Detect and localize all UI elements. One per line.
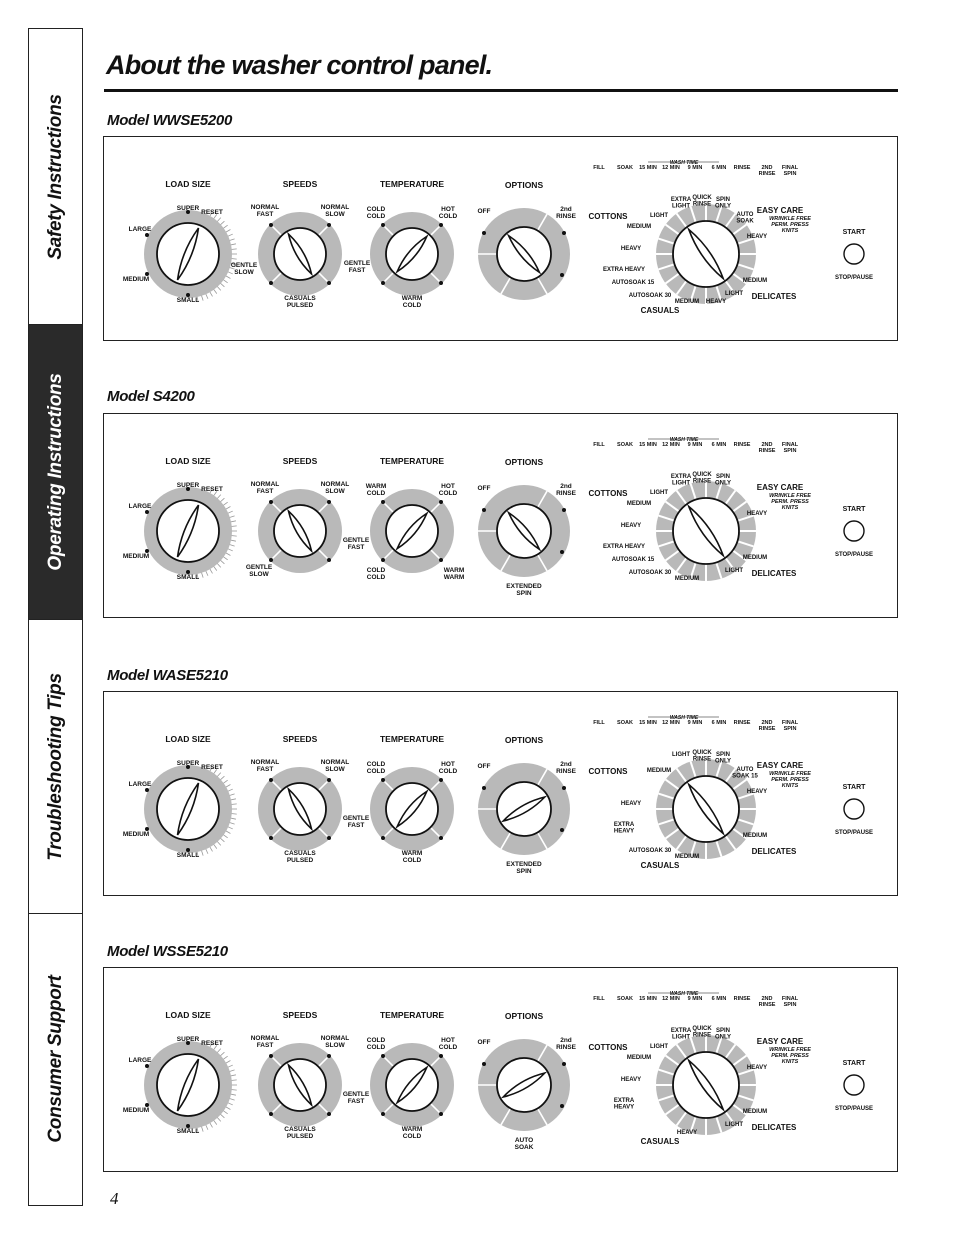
- load-reset-label: RESET: [201, 1040, 223, 1047]
- indicator-dot: [145, 788, 149, 792]
- cycle-option-label: EXTRA HEAVY: [613, 1098, 635, 1111]
- cycle-option-label: MEDIUM: [626, 501, 652, 507]
- cycle-option-label: HEAVY: [746, 789, 768, 795]
- timeline-label: FINAL SPIN: [781, 996, 799, 1008]
- cycle-option-label: HEAVY: [620, 523, 642, 529]
- speeds-label: NORMAL FAST: [250, 759, 280, 773]
- indicator-dot: [381, 1112, 385, 1116]
- speeds-label: GENTLE FAST: [342, 815, 370, 829]
- cycle-option-label: EXTRA LIGHT: [670, 197, 692, 210]
- cycle-option-label: AUTOSOAK 15: [611, 280, 655, 286]
- options-bottom-label: EXTENDED SPIN: [506, 583, 542, 597]
- start-stop-button[interactable]: [844, 244, 864, 264]
- cycle-option-label: MEDIUM: [674, 854, 700, 860]
- timeline-label: SOAK: [617, 720, 633, 726]
- stop-pause-label: STOP/PAUSE: [834, 1106, 874, 1112]
- indicator-dot: [439, 1054, 443, 1058]
- load-medium-label: MEDIUM: [122, 831, 150, 838]
- tab-label: Troubleshooting Tips: [44, 672, 66, 861]
- cottons-label: COTTONS: [588, 489, 628, 498]
- cycle-option-label: MEDIUM: [626, 224, 652, 230]
- model-label: Model WSSE5210: [107, 943, 228, 960]
- indicator-dot: [145, 1064, 149, 1068]
- load-reset-label: RESET: [201, 486, 223, 493]
- wash-time-label: WASH TIME: [669, 437, 699, 443]
- start-stop-button[interactable]: [844, 521, 864, 541]
- options-rinse-label: 2nd RINSE: [556, 483, 576, 497]
- indicator-dot: [482, 231, 486, 235]
- speeds-label: NORMAL FAST: [250, 1035, 280, 1049]
- load-super-label: SUPER: [176, 1036, 200, 1043]
- options-knob: [478, 763, 570, 855]
- cycle-option-label: LIGHT: [725, 568, 743, 574]
- wash-time-label: WASH TIME: [669, 160, 699, 166]
- easy-care-sublabel: WRINKLE FREE PERM. PRESS KNITS: [769, 771, 811, 789]
- cycle-option-label: HEAVY: [705, 299, 727, 305]
- temperature-label: WARM COLD: [401, 850, 423, 864]
- options-rinse-label: 2nd RINSE: [556, 206, 576, 220]
- load-large-label: LARGE: [128, 503, 152, 510]
- timeline-label: 6 MIN: [711, 996, 727, 1002]
- indicator-dot: [269, 558, 273, 562]
- timeline-label: RINSE: [733, 165, 751, 171]
- load-size-knob: [144, 487, 232, 575]
- load-reset-label: RESET: [201, 209, 223, 216]
- load-size-heading: LOAD SIZE: [165, 179, 211, 189]
- options-off-label: OFF: [477, 208, 491, 215]
- indicator-dot: [381, 281, 385, 285]
- cycle-option-label: HEAVY: [620, 246, 642, 252]
- timeline-label: FILL: [593, 996, 605, 1002]
- load-large-label: LARGE: [128, 781, 152, 788]
- options-rinse-label: 2nd RINSE: [556, 1037, 576, 1051]
- temperature-label: WARM COLD: [401, 1126, 423, 1140]
- options-off-label: OFF: [477, 763, 491, 770]
- indicator-dot: [381, 1054, 385, 1058]
- delicates-label: DELICATES: [751, 292, 797, 301]
- options-heading: OPTIONS: [504, 457, 544, 467]
- options-heading: OPTIONS: [504, 735, 544, 745]
- timeline-label: FILL: [593, 720, 605, 726]
- timeline-label: 12 MIN: [662, 720, 680, 726]
- cycle-option-label: EXTRA LIGHT: [670, 474, 692, 487]
- tab-label: Safety Instructions: [44, 93, 66, 260]
- timeline-label: 15 MIN: [639, 996, 657, 1002]
- timeline-label: 15 MIN: [639, 165, 657, 171]
- cycle-option-label: AUTOSOAK 30: [628, 293, 672, 299]
- indicator-dot: [439, 500, 443, 504]
- timeline-label: 2ND RINSE: [758, 442, 776, 454]
- panel-graphic: [104, 414, 899, 619]
- timeline-label: SOAK: [617, 165, 633, 171]
- cycle-option-label: MEDIUM: [646, 768, 672, 774]
- timeline-label: 6 MIN: [711, 442, 727, 448]
- temperature-heading: TEMPERATURE: [379, 179, 445, 189]
- temperature-label: WARM WARM: [443, 567, 465, 581]
- indicator-dot: [562, 786, 566, 790]
- timeline-label: 6 MIN: [711, 720, 727, 726]
- indicator-dot: [269, 778, 273, 782]
- cycle-option-label: AUTOSOAK 30: [628, 570, 672, 576]
- tab-consumer-support[interactable]: [29, 914, 82, 1204]
- casuals-label: CASUALS: [640, 306, 680, 315]
- indicator-dot: [482, 508, 486, 512]
- timeline-label: 6 MIN: [711, 165, 727, 171]
- speeds-label: CASUALS PULSED: [284, 295, 316, 309]
- side-tab-bar: [28, 28, 83, 1206]
- load-small-label: SMALL: [176, 297, 200, 304]
- cycle-option-label: SPIN ONLY: [714, 474, 732, 487]
- model-label: Model S4200: [107, 388, 195, 405]
- load-medium-label: MEDIUM: [122, 276, 150, 283]
- page-number: 4: [110, 1189, 119, 1208]
- wash-time-label: WASH TIME: [669, 715, 699, 721]
- options-knob: [478, 485, 570, 577]
- speeds-label: NORMAL SLOW: [320, 1035, 350, 1049]
- options-off-label: OFF: [477, 485, 491, 492]
- indicator-dot: [560, 550, 564, 554]
- temperature-label: HOT COLD: [438, 483, 458, 497]
- indicator-dot: [381, 558, 385, 562]
- easy-care-sublabel: WRINKLE FREE PERM. PRESS KNITS: [769, 1047, 811, 1065]
- temperature-heading: TEMPERATURE: [379, 456, 445, 466]
- cycle-option-label: EXTRA LIGHT: [670, 1028, 692, 1041]
- tab-troubleshooting-tips[interactable]: [29, 620, 82, 914]
- temperature-label: HOT COLD: [438, 761, 458, 775]
- indicator-dot: [562, 508, 566, 512]
- speeds-label: NORMAL FAST: [250, 481, 280, 495]
- indicator-dot: [327, 1054, 331, 1058]
- load-small-label: SMALL: [176, 574, 200, 581]
- speeds-label: CASUALS PULSED: [284, 850, 316, 864]
- cycle-option-label: HEAVY: [620, 801, 642, 807]
- load-small-label: SMALL: [176, 1128, 200, 1135]
- cycle-option-label: MEDIUM: [626, 1055, 652, 1061]
- cycle-option-label: EXTRA HEAVY: [602, 544, 646, 550]
- indicator-dot: [560, 828, 564, 832]
- load-medium-label: MEDIUM: [122, 553, 150, 560]
- options-off-label: OFF: [477, 1039, 491, 1046]
- easy-care-label: EASY CARE: [756, 483, 804, 492]
- speeds-label: GENTLE FAST: [342, 1091, 370, 1105]
- cycle-option-label: QUICK RINSE: [692, 195, 712, 208]
- options-knob: [478, 208, 570, 300]
- timeline-label: FINAL SPIN: [781, 165, 799, 177]
- indicator-dot: [327, 836, 331, 840]
- cycle-option-label: EXTRA HEAVY: [613, 822, 635, 835]
- options-heading: OPTIONS: [504, 180, 544, 190]
- load-size-knob: [144, 765, 232, 853]
- cottons-label: COTTONS: [588, 212, 628, 221]
- speeds-heading: SPEEDS: [282, 179, 318, 189]
- timeline-label: FILL: [593, 165, 605, 171]
- cycle-option-label: AUTOSOAK 15: [611, 557, 655, 563]
- cycle-option-label: MEDIUM: [742, 833, 768, 839]
- timeline-label: 15 MIN: [639, 720, 657, 726]
- panel-graphic: [104, 137, 899, 342]
- indicator-dot: [439, 281, 443, 285]
- indicator-dot: [482, 786, 486, 790]
- timeline-label: SOAK: [617, 442, 633, 448]
- start-stop-button[interactable]: [844, 1075, 864, 1095]
- load-small-label: SMALL: [176, 852, 200, 859]
- temperature-label: COLD COLD: [366, 567, 386, 581]
- easy-care-sublabel: WRINKLE FREE PERM. PRESS KNITS: [769, 493, 811, 511]
- load-large-label: LARGE: [128, 1057, 152, 1064]
- indicator-dot: [439, 836, 443, 840]
- start-label: START: [842, 506, 866, 513]
- timeline-label: RINSE: [733, 442, 751, 448]
- timeline-label: 2ND RINSE: [758, 165, 776, 177]
- speeds-label: GENTLE SLOW: [230, 262, 258, 276]
- indicator-dot: [560, 273, 564, 277]
- timeline-label: 9 MIN: [687, 996, 703, 1002]
- cycle-option-label: MEDIUM: [674, 299, 700, 305]
- cycle-option-label: HEAVY: [620, 1077, 642, 1083]
- temperature-label: WARM COLD: [401, 295, 423, 309]
- indicator-dot: [269, 281, 273, 285]
- indicator-dot: [482, 1062, 486, 1066]
- easy-care-sublabel: WRINKLE FREE PERM. PRESS KNITS: [769, 216, 811, 234]
- indicator-dot: [381, 836, 385, 840]
- timeline-label: SOAK: [617, 996, 633, 1002]
- speeds-label: CASUALS PULSED: [284, 1126, 316, 1140]
- load-size-heading: LOAD SIZE: [165, 734, 211, 744]
- indicator-dot: [381, 223, 385, 227]
- easy-care-label: EASY CARE: [756, 761, 804, 770]
- speeds-label: NORMAL SLOW: [320, 204, 350, 218]
- control-panel: [103, 413, 898, 618]
- options-knob: [478, 1039, 570, 1131]
- timeline-label: RINSE: [733, 996, 751, 1002]
- tab-operating-instructions[interactable]: [29, 325, 82, 620]
- start-stop-button[interactable]: [844, 799, 864, 819]
- timeline-label: 2ND RINSE: [758, 720, 776, 732]
- options-rinse-label: 2nd RINSE: [556, 761, 576, 775]
- indicator-dot: [145, 510, 149, 514]
- tab-label: Operating Instructions: [44, 373, 66, 571]
- timeline-label: 9 MIN: [687, 442, 703, 448]
- cycle-option-label: HEAVY: [746, 234, 768, 240]
- cycle-option-label: SPIN ONLY: [714, 752, 732, 765]
- speeds-label: NORMAL SLOW: [320, 759, 350, 773]
- timeline-label: FINAL SPIN: [781, 442, 799, 454]
- temperature-label: COLD COLD: [366, 1037, 386, 1051]
- temperature-heading: TEMPERATURE: [379, 734, 445, 744]
- temperature-label: GENTLE FAST: [343, 260, 371, 274]
- indicator-dot: [269, 1112, 273, 1116]
- indicator-dot: [562, 231, 566, 235]
- options-heading: OPTIONS: [504, 1011, 544, 1021]
- casuals-label: CASUALS: [640, 861, 680, 870]
- model-label: Model WASE5210: [107, 667, 228, 684]
- indicator-dot: [562, 1062, 566, 1066]
- timeline-label: FINAL SPIN: [781, 720, 799, 732]
- cycle-option-label: SPIN ONLY: [714, 197, 732, 210]
- easy-care-label: EASY CARE: [756, 1037, 804, 1046]
- cycle-option-label: SPIN ONLY: [714, 1028, 732, 1041]
- cycle-option-label: AUTOSOAK 30: [628, 848, 672, 854]
- speeds-heading: SPEEDS: [282, 456, 318, 466]
- indicator-dot: [327, 778, 331, 782]
- cycle-option-label: QUICK RINSE: [692, 750, 712, 763]
- cycle-option-label: MEDIUM: [742, 278, 768, 284]
- indicator-dot: [327, 1112, 331, 1116]
- speeds-label: NORMAL FAST: [250, 204, 280, 218]
- speeds-heading: SPEEDS: [282, 1010, 318, 1020]
- cycle-option-label: QUICK RINSE: [692, 472, 712, 485]
- temperature-label: COLD COLD: [366, 206, 386, 220]
- casuals-label: CASUALS: [640, 1137, 680, 1146]
- load-size-heading: LOAD SIZE: [165, 1010, 211, 1020]
- cycle-option-label: AUTO SOAK: [736, 212, 754, 225]
- options-bottom-label: EXTENDED SPIN: [506, 861, 542, 875]
- indicator-dot: [439, 1112, 443, 1116]
- indicator-dot: [327, 223, 331, 227]
- cycle-option-label: QUICK RINSE: [692, 1026, 712, 1039]
- indicator-dot: [269, 1054, 273, 1058]
- temperature-label: COLD COLD: [366, 761, 386, 775]
- timeline-label: 12 MIN: [662, 996, 680, 1002]
- panel-graphic: [104, 692, 899, 897]
- speeds-label: GENTLE SLOW: [245, 564, 273, 578]
- page-title: About the washer control panel.: [106, 50, 493, 80]
- cycle-option-label: HEAVY: [746, 1065, 768, 1071]
- indicator-dot: [145, 233, 149, 237]
- options-bottom-label: AUTO SOAK: [514, 1137, 534, 1151]
- timeline-label: 12 MIN: [662, 442, 680, 448]
- load-size-knob: [144, 1041, 232, 1129]
- load-super-label: SUPER: [176, 482, 200, 489]
- timeline-label: FILL: [593, 442, 605, 448]
- cycle-option-label: MEDIUM: [742, 555, 768, 561]
- temperature-label: WARM COLD: [365, 483, 387, 497]
- stop-pause-label: STOP/PAUSE: [834, 830, 874, 836]
- indicator-dot: [269, 223, 273, 227]
- cycle-option-label: HEAVY: [746, 511, 768, 517]
- control-panel: [103, 691, 898, 896]
- delicates-label: DELICATES: [751, 569, 797, 578]
- load-super-label: SUPER: [176, 205, 200, 212]
- indicator-dot: [439, 223, 443, 227]
- indicator-dot: [381, 778, 385, 782]
- timeline-label: 2ND RINSE: [758, 996, 776, 1008]
- load-medium-label: MEDIUM: [122, 1107, 150, 1114]
- cycle-option-label: LIGHT: [650, 1044, 668, 1050]
- indicator-dot: [381, 500, 385, 504]
- easy-care-label: EASY CARE: [756, 206, 804, 215]
- timeline-label: 12 MIN: [662, 165, 680, 171]
- cottons-label: COTTONS: [588, 1043, 628, 1052]
- load-size-heading: LOAD SIZE: [165, 456, 211, 466]
- model-label: Model WWSE5200: [107, 112, 232, 129]
- temperature-label: HOT COLD: [438, 206, 458, 220]
- start-label: START: [842, 1060, 866, 1067]
- delicates-label: DELICATES: [751, 847, 797, 856]
- control-panel: [103, 967, 898, 1172]
- delicates-label: DELICATES: [751, 1123, 797, 1132]
- cycle-option-label: HEAVY: [676, 1130, 698, 1136]
- load-super-label: SUPER: [176, 760, 200, 767]
- indicator-dot: [327, 558, 331, 562]
- cycle-option-label: LIGHT: [672, 752, 690, 758]
- stop-pause-label: STOP/PAUSE: [834, 552, 874, 558]
- timeline-label: RINSE: [733, 720, 751, 726]
- speeds-heading: SPEEDS: [282, 734, 318, 744]
- indicator-dot: [327, 281, 331, 285]
- panel-graphic: [104, 968, 899, 1173]
- indicator-dot: [439, 778, 443, 782]
- cycle-option-label: MEDIUM: [742, 1109, 768, 1115]
- tab-label: Consumer Support: [44, 975, 66, 1143]
- start-label: START: [842, 784, 866, 791]
- indicator-dot: [439, 558, 443, 562]
- start-label: START: [842, 229, 866, 236]
- indicator-dot: [269, 500, 273, 504]
- cycle-option-label: LIGHT: [725, 291, 743, 297]
- stop-pause-label: STOP/PAUSE: [834, 275, 874, 281]
- wash-time-label: WASH TIME: [669, 991, 699, 997]
- temperature-heading: TEMPERATURE: [379, 1010, 445, 1020]
- timeline-label: 9 MIN: [687, 720, 703, 726]
- cycle-option-label: AUTO SOAK 15: [732, 767, 758, 780]
- cycle-knob: [656, 481, 756, 581]
- title-divider: [104, 89, 898, 92]
- load-large-label: LARGE: [128, 226, 152, 233]
- load-size-knob: [144, 210, 232, 298]
- cycle-option-label: LIGHT: [650, 490, 668, 496]
- temperature-label: HOT COLD: [438, 1037, 458, 1051]
- indicator-dot: [327, 500, 331, 504]
- cycle-option-label: EXTRA HEAVY: [602, 267, 646, 273]
- indicator-dot: [269, 836, 273, 840]
- cycle-option-label: MEDIUM: [674, 576, 700, 582]
- cycle-option-label: LIGHT: [725, 1122, 743, 1128]
- load-reset-label: RESET: [201, 764, 223, 771]
- timeline-label: 15 MIN: [639, 442, 657, 448]
- cycle-option-label: LIGHT: [650, 213, 668, 219]
- speeds-label: NORMAL SLOW: [320, 481, 350, 495]
- control-panel: [103, 136, 898, 341]
- cottons-label: COTTONS: [588, 767, 628, 776]
- tab-safety-instructions[interactable]: [29, 29, 82, 325]
- speeds-label: GENTLE FAST: [342, 537, 370, 551]
- timeline-label: 9 MIN: [687, 165, 703, 171]
- cycle-knob: [656, 1035, 756, 1135]
- indicator-dot: [560, 1104, 564, 1108]
